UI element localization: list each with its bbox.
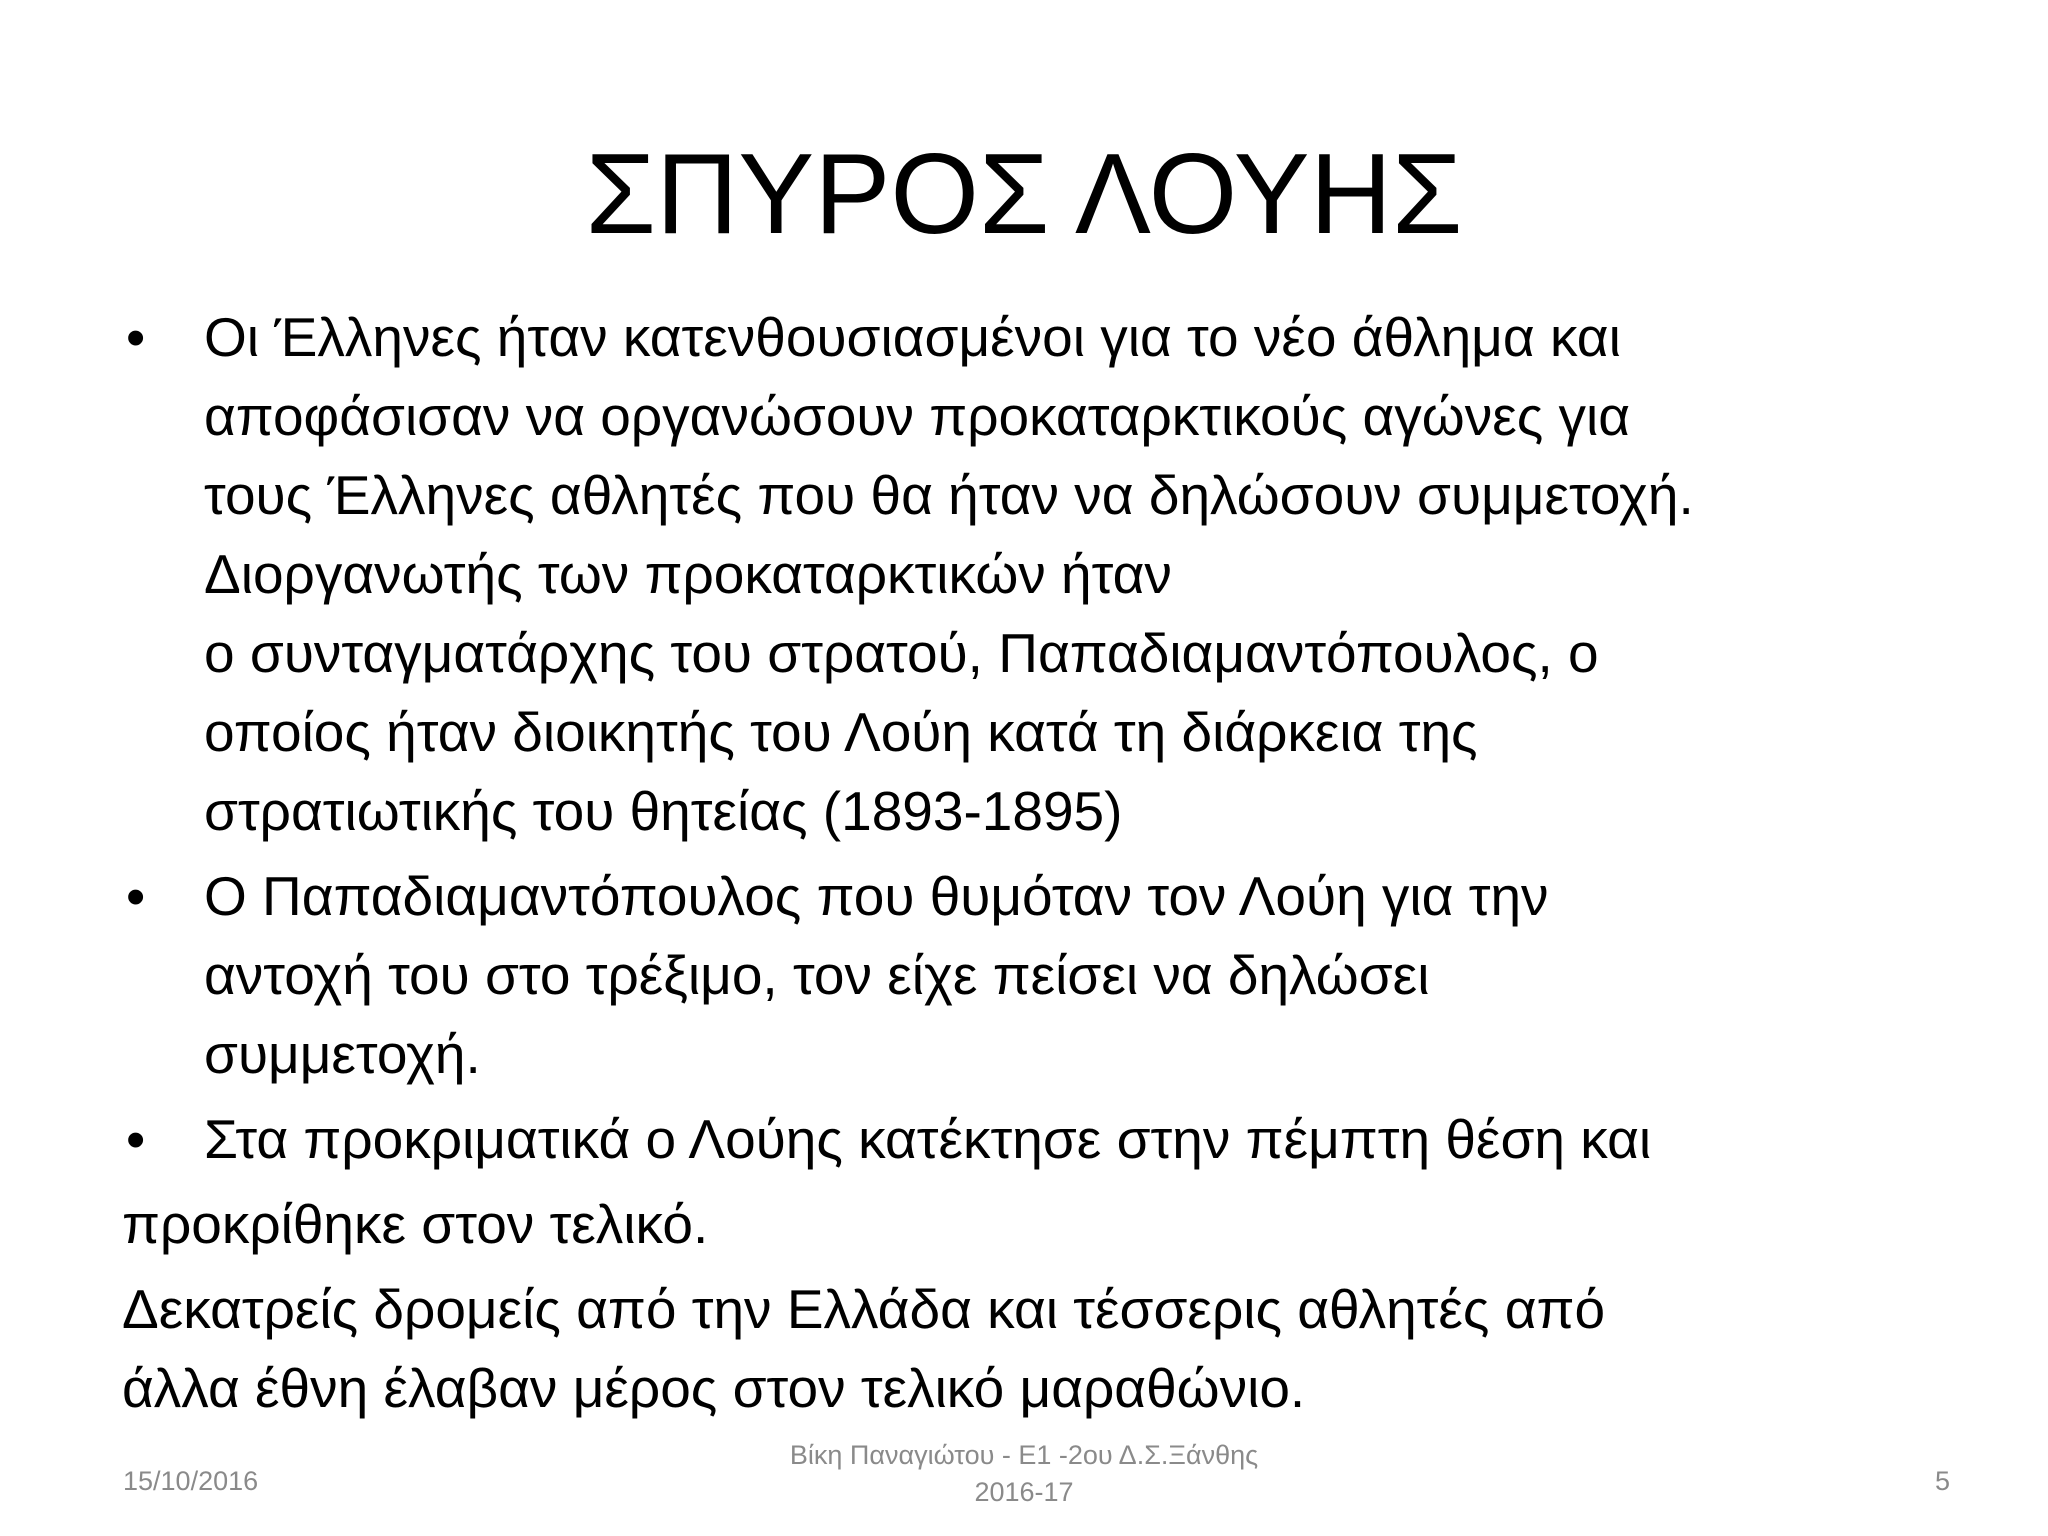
bullet-line: ο συνταγματάρχης του στρατού, Παπαδιαμαντόπουλος, ο: [204, 622, 1599, 684]
footer-author-line: Βίκη Παναγιώτου - Ε1 -2ου Δ.Σ.Ξάνθης: [789, 1440, 1259, 1470]
paragraph-2: [122, 1270, 1952, 1428]
footer-author-line: 2016-17: [974, 1477, 1074, 1507]
paragraph-1: [122, 1185, 1952, 1264]
footer-date: 15/10/2016: [123, 1466, 259, 1496]
bullet-dot: •: [126, 865, 146, 927]
paragraph-line: Δεκατρείς δρομείς από την Ελλάδα και τέσσερις αθλητές από: [122, 1278, 1606, 1340]
bullet-dot: •: [126, 1108, 146, 1170]
bullet-line: τους Έλληνες αθλητές που θα ήταν να δηλώσουν συμμετοχή.: [204, 464, 1694, 526]
bullet-item-2: [122, 857, 1952, 1094]
bullet-line: στρατιωτικής του θητείας (1893-1895): [204, 780, 1123, 842]
paragraph-line: άλλα έθνη έλαβαν μέρος στον τελικό μαραθώνιο.: [122, 1357, 1306, 1419]
footer-author: [704, 1437, 1344, 1511]
bullet-line: αποφάσισαν να οργανώσουν προκαταρκτικούς αγώνες για: [204, 385, 1631, 447]
bullet-line: Ο Παπαδιαμαντόπουλος που θυμόταν τον Λούη για την: [204, 865, 1549, 927]
slide-title: ΣΠΥΡΟΣ ΛΟΥΗΣ: [585, 131, 1463, 258]
bullet-item-3: [122, 1100, 1952, 1179]
bullet-line: Στα προκριματικά ο Λούης κατέκτησε στην πέμπτη θέση και: [204, 1108, 1652, 1170]
slide-content: [122, 298, 1952, 1434]
page-number: 5: [1934, 1466, 1950, 1496]
bullet-line: αντοχή του στο τρέξιμο, τον είχε πείσει να δηλώσει: [204, 944, 1430, 1006]
bullet-item-1: [122, 298, 1952, 851]
bullet-line: συμμετοχή.: [204, 1023, 481, 1085]
bullet-dot: •: [126, 306, 146, 368]
bullet-line: Οι Έλληνες ήταν κατενθουσιασμένοι για το νέο άθλημα και: [204, 306, 1621, 368]
bullet-line: Διοργανωτής των προκαταρκτικών ήταν: [204, 543, 1172, 605]
bullet-line: οποίος ήταν διοικητής του Λούη κατά τη διάρκεια της: [204, 701, 1478, 763]
paragraph-line: προκρίθηκε στον τελικό.: [122, 1193, 709, 1255]
